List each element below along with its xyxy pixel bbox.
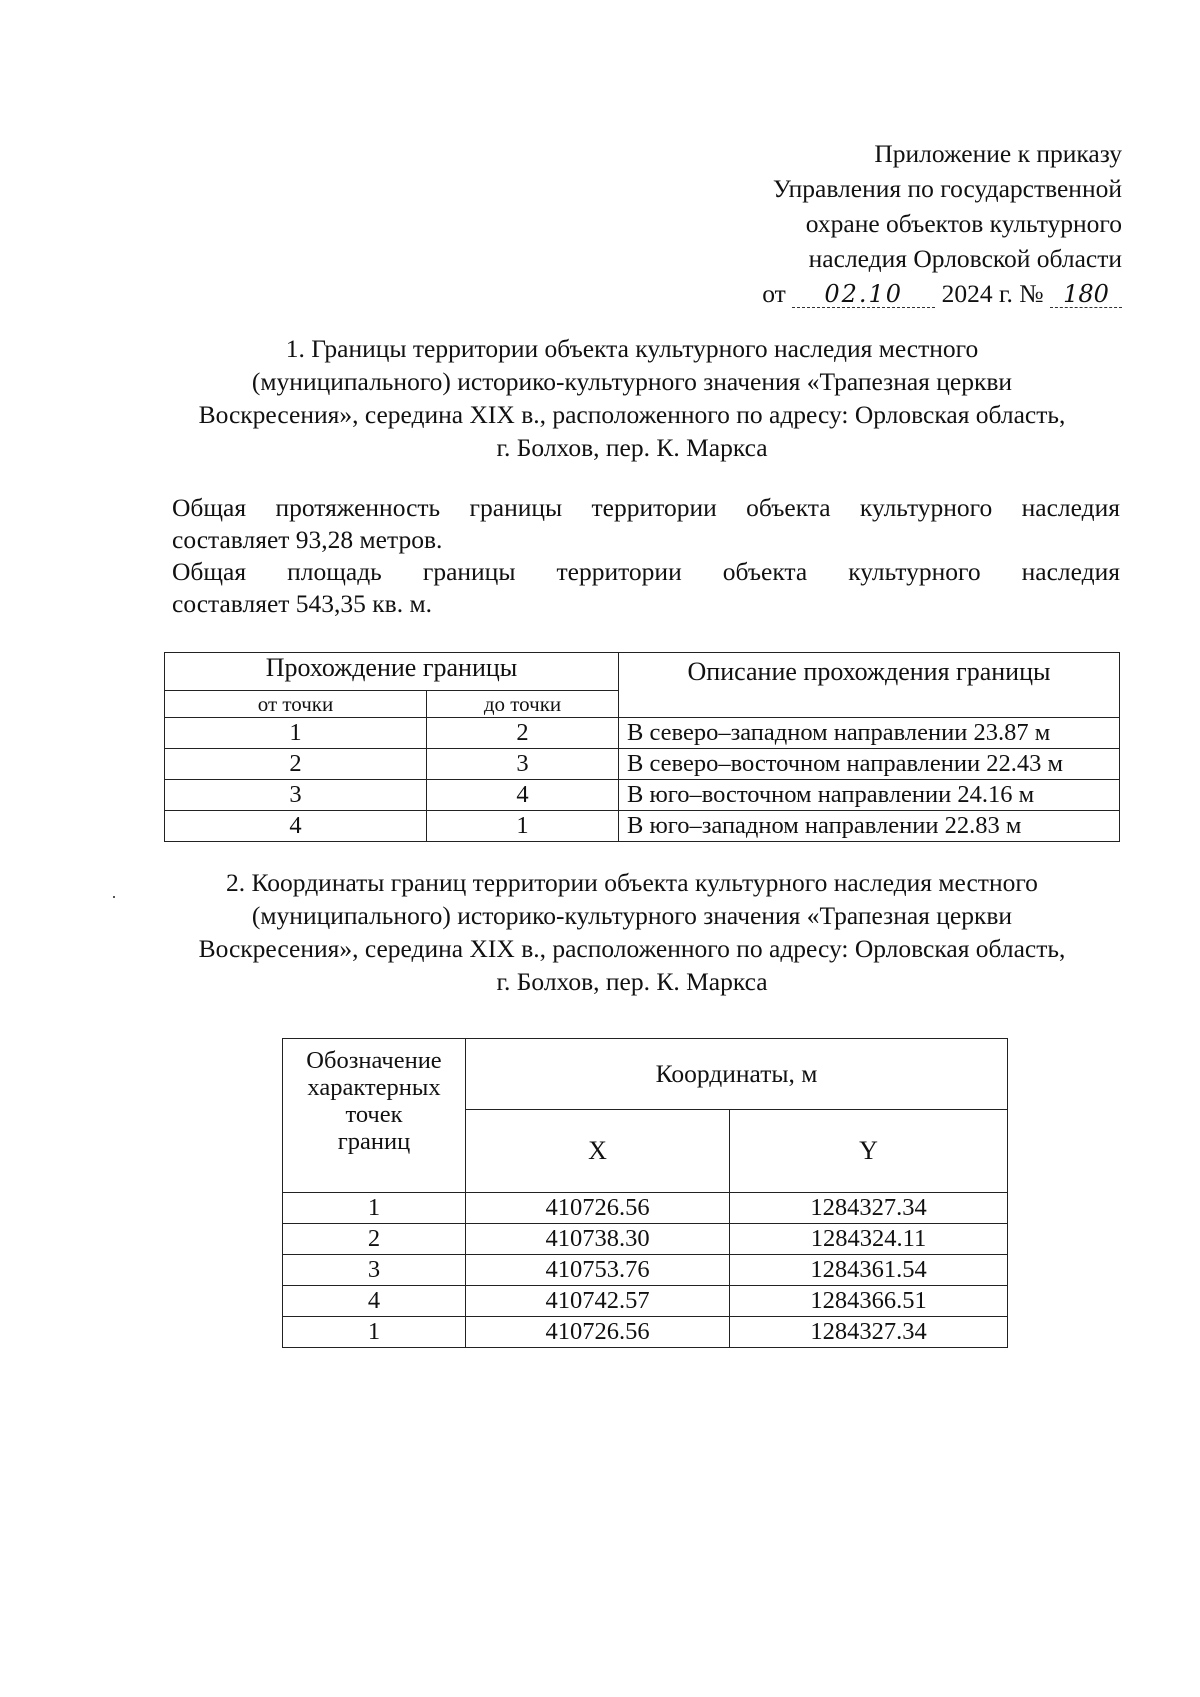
header-line: наследия Орловской области <box>808 244 1122 273</box>
x-header: X <box>466 1110 730 1193</box>
date-year: 2024 г. № <box>941 279 1044 308</box>
point-cell: 4 <box>283 1286 466 1317</box>
point-cell: 3 <box>283 1255 466 1286</box>
x-cell: 410726.56 <box>466 1193 730 1224</box>
boundary-area-paragraph <box>172 556 1120 620</box>
word: наследия <box>1021 557 1120 586</box>
header-line: Управления по государственной <box>772 174 1122 203</box>
word: территории <box>556 557 682 586</box>
y-cell: 1284366.51 <box>730 1286 1008 1317</box>
title-line: г. Болхов, пер. К. Маркса <box>496 433 768 462</box>
to-point-header: до точки <box>427 691 619 718</box>
word: Общая <box>172 557 247 586</box>
word: культурного <box>848 557 981 586</box>
x-cell: 410738.30 <box>466 1224 730 1255</box>
table-row <box>165 780 1120 811</box>
header-line: Приложение к приказу <box>874 139 1122 168</box>
word: территории <box>591 493 717 522</box>
order-appendix-header <box>702 136 1122 311</box>
point-label-header <box>283 1039 466 1193</box>
coordinates-table <box>282 1038 1008 1348</box>
coordinates-header: Координаты, м <box>466 1039 1008 1110</box>
from-point-cell: 1 <box>165 718 427 749</box>
to-point-cell: 1 <box>427 811 619 842</box>
description-header: Описание прохождения границы <box>619 653 1120 718</box>
description-cell: В северо–западном направлении 23.87 м <box>619 718 1120 749</box>
table-row <box>283 1286 1008 1317</box>
date-prefix: от <box>762 279 786 308</box>
to-point-cell: 2 <box>427 718 619 749</box>
word: площадь <box>287 557 382 586</box>
table-row <box>165 718 1120 749</box>
title-line: 2. Координаты границ территории объекта культурного наследия местного <box>226 868 1038 897</box>
title-line: Воскресения», середина XIX в., расположенного по адресу: Орловская область, <box>198 934 1066 963</box>
passage-header: Прохождение границы <box>165 653 619 691</box>
x-cell: 410726.56 <box>466 1317 730 1348</box>
paragraph-last-line: составляет 543,35 кв. м. <box>172 589 432 618</box>
table-row <box>165 811 1120 842</box>
y-cell: 1284324.11 <box>730 1224 1008 1255</box>
x-cell: 410742.57 <box>466 1286 730 1317</box>
title-line: Воскресения», середина XIX в., расположенного по адресу: Орловская область, <box>198 400 1066 429</box>
justified-line <box>172 492 1120 524</box>
title-line: (муниципального) историко-культурного значения «Трапезная церкви <box>251 901 1013 930</box>
description-cell: В северо–восточном направлении 22.43 м <box>619 749 1120 780</box>
description-cell: В юго–восточном направлении 24.16 м <box>619 780 1120 811</box>
from-point-header: от точки <box>165 691 427 718</box>
table-row <box>283 1317 1008 1348</box>
paragraph-last-line: составляет 93,28 метров. <box>172 525 443 554</box>
header-line: охране объектов культурного <box>805 209 1122 238</box>
table-row <box>165 749 1120 780</box>
word: границы <box>469 493 563 522</box>
word: объекта <box>722 557 808 586</box>
table-row <box>283 1255 1008 1286</box>
word: Общая <box>172 493 247 522</box>
point-cell: 1 <box>283 1193 466 1224</box>
to-point-cell: 4 <box>427 780 619 811</box>
from-point-cell: 2 <box>165 749 427 780</box>
word: культурного <box>859 493 993 522</box>
y-header: Y <box>730 1110 1008 1193</box>
y-cell: 1284327.34 <box>730 1193 1008 1224</box>
justified-line <box>172 556 1120 588</box>
boundary-passage-table <box>164 652 1120 842</box>
section-1-title <box>160 332 1104 464</box>
header-line: характерных <box>307 1074 441 1101</box>
word: объекта <box>746 493 831 522</box>
description-cell: В юго–западном направлении 22.83 м <box>619 811 1120 842</box>
y-cell: 1284361.54 <box>730 1255 1008 1286</box>
from-point-cell: 3 <box>165 780 427 811</box>
x-cell: 410753.76 <box>466 1255 730 1286</box>
point-cell: 2 <box>283 1224 466 1255</box>
handwritten-order-number: 180 <box>1050 281 1122 308</box>
table-header-row <box>165 653 1120 691</box>
order-date-line <box>702 276 1122 311</box>
title-line: 1. Границы территории объекта культурного наследия местного <box>285 334 979 363</box>
table-row <box>283 1224 1008 1255</box>
title-line: (муниципального) историко-культурного значения «Трапезная церкви <box>251 367 1013 396</box>
header-line: Обозначение <box>306 1047 442 1074</box>
section-2-title <box>160 866 1104 998</box>
word: границы <box>422 557 516 586</box>
title-line: г. Болхов, пер. К. Маркса <box>496 967 768 996</box>
y-cell: 1284327.34 <box>730 1317 1008 1348</box>
word: протяженность <box>275 493 441 522</box>
to-point-cell: 3 <box>427 749 619 780</box>
header-line: точек <box>345 1101 403 1128</box>
word: наследия <box>1021 493 1120 522</box>
point-cell: 1 <box>283 1317 466 1348</box>
scan-speck <box>113 896 115 898</box>
table-header-row <box>283 1039 1008 1110</box>
boundary-length-paragraph <box>172 492 1120 556</box>
from-point-cell: 4 <box>165 811 427 842</box>
header-line: границ <box>337 1128 411 1155</box>
table-row <box>283 1193 1008 1224</box>
handwritten-date: 02.10 <box>792 281 935 308</box>
